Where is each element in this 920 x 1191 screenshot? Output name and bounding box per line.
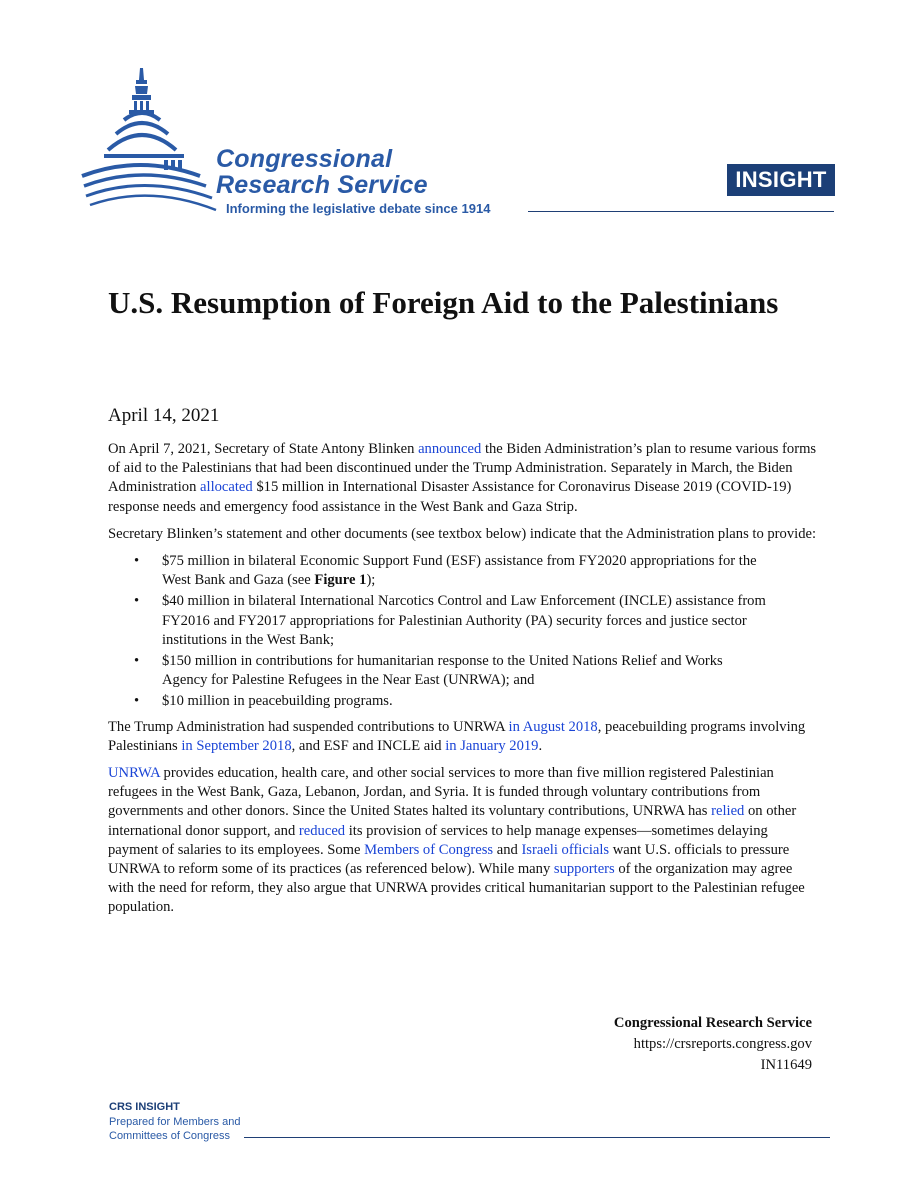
link-announced[interactable]: announced: [418, 441, 482, 457]
insight-badge: INSIGHT: [727, 164, 835, 196]
crs-footer: [614, 1013, 812, 1076]
list-item-peacebuilding: [108, 692, 768, 711]
document-date: April 14, 2021: [108, 405, 220, 426]
link-january-2019[interactable]: in January 2019: [445, 737, 539, 754]
bottom-line-1: Prepared for Members and: [109, 1115, 241, 1128]
link-unrwa[interactable]: UNRWA: [108, 765, 160, 782]
document-title: U.S. Resumption of Foreign Aid to the Palestinians: [108, 285, 779, 320]
list-item-unrwa: [108, 652, 768, 690]
bottom-heading: CRS INSIGHT: [109, 1101, 180, 1113]
link-supporters[interactable]: supporters: [553, 861, 615, 878]
text-span: , peacebuilding programs involving Palestinians: [108, 718, 806, 754]
text-span: .: [538, 737, 543, 754]
bottom-line-2: Committees of Congress: [109, 1130, 231, 1142]
footer-divider: [244, 1137, 830, 1138]
text-span: On April 7, 2021, Secretary of State Antony Blinken: [108, 441, 419, 457]
capitol-dome-icon: [80, 64, 230, 214]
footer-org-name: Congressional Research Service: [613, 1015, 812, 1031]
text-span: provides education, health care, and other social services to more than five million registered Palestinian refugees in the West Bank, Gaza, Lebanon, Jordan, and Syria. It is funded through voluntary contributions from governments and other donors. Since the United States halted its voluntary contributions, UNRWA has: [108, 765, 774, 820]
text-span: $40 million in bilateral International Narcotics Control and Law Enforcement (INCLE) assistance from FY2016 and FY2017 appropriations for Palestinian Authority (PA) security forces and justice sector institutions in the West Bank;: [162, 593, 766, 648]
paragraph-unrwa: [108, 764, 820, 918]
link-allocated[interactable]: allocated: [200, 479, 253, 496]
bullet-icon: •: [134, 593, 140, 610]
figure-reference: Figure 1: [314, 572, 367, 589]
text-span: The Trump Administration had suspended contributions to UNRWA: [108, 718, 509, 735]
bullet-icon: •: [134, 693, 140, 710]
link-september-2018[interactable]: in September 2018: [181, 737, 292, 754]
footer-url[interactable]: https://crsreports.congress.gov: [633, 1036, 812, 1052]
brand-tagline: Informing the legislative debate since 1914: [226, 201, 491, 216]
text-span: of the organization may agree with the need for reform, they also argue that UNRWA provides critical humanitarian support to the Palestinian refugee population.: [108, 861, 805, 916]
aid-list: [108, 552, 820, 712]
text-span: the Biden Administration’s plan to resume various forms of aid to the Palestinians that had been discontinued under the Trump Administration. Separately in March, the Biden Administration: [108, 441, 817, 496]
header-divider: [528, 211, 834, 212]
link-israeli-officials[interactable]: Israeli officials: [521, 841, 610, 858]
paragraph-plans-intro: Secretary Blinken’s statement and other documents (see textbox below) indicate that the Administration plans to provide:: [108, 525, 817, 542]
text-span: on other international donor support, and: [108, 803, 797, 839]
document-body: [108, 440, 820, 926]
paragraph-announcement: [108, 440, 820, 517]
text-span: );: [366, 572, 376, 589]
bullet-icon: •: [134, 553, 140, 570]
crs-insight-label: [109, 1100, 240, 1144]
text-span: , and ESF and INCLE aid: [291, 737, 446, 754]
bullet-icon: •: [134, 653, 140, 670]
link-members-of-congress[interactable]: Members of Congress: [364, 841, 494, 858]
brand-line-research-service: Research Service: [216, 171, 428, 199]
text-span: $15 million in International Disaster Assistance for Coronavirus Disease 2019 (COVID-19) response needs and emergency food assistance in the West Bank and Gaza Strip.: [108, 479, 792, 515]
crs-brand-name: [216, 146, 428, 198]
paragraph-suspensions: [108, 718, 820, 756]
text-span: want U.S. officials to pressure UNRWA to reform some of its practices (as referenced below). While many: [108, 841, 790, 878]
footer-report-id: IN11649: [760, 1057, 812, 1073]
link-reduced[interactable]: reduced: [298, 822, 346, 839]
list-item-incle: [108, 592, 768, 650]
text-span: and: [493, 841, 522, 858]
text-span: $150 million in contributions for humanitarian response to the United Nations Relief and Works Agency for Palestine Refugees in the Near East (UNRWA); and: [162, 653, 723, 689]
list-item-esf: [108, 552, 768, 590]
text-span: $10 million in peacebuilding programs.: [162, 693, 393, 710]
text-span: $75 million in bilateral Economic Support Fund (ESF) assistance from FY2020 appropriations for the West Bank and Gaza (see: [162, 553, 757, 589]
brand-line-congressional: Congressional: [216, 145, 393, 173]
link-relied[interactable]: relied: [711, 803, 745, 820]
text-span: its provision of services to help manage expenses—sometimes delaying payment of salaries to its employees. Some: [108, 822, 768, 858]
link-august-2018[interactable]: in August 2018: [508, 718, 598, 735]
